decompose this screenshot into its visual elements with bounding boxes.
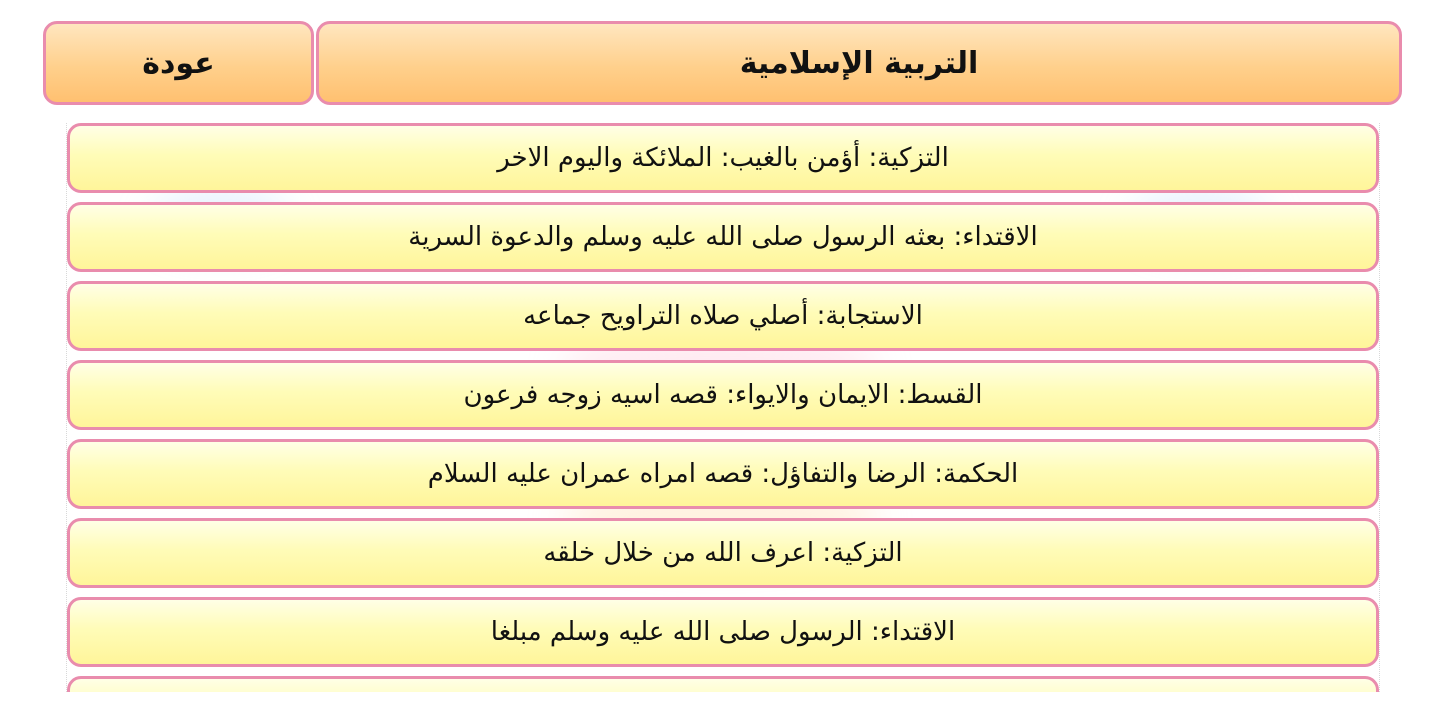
lesson-item[interactable] [67, 518, 1379, 588]
back-button[interactable] [43, 21, 314, 105]
lesson-item[interactable] [67, 676, 1379, 692]
lesson-list[interactable] [66, 123, 1380, 692]
lesson-item[interactable] [67, 597, 1379, 667]
lesson-item-label: الاقتداء: بعثه الرسول صلى الله عليه وسلم والدعوة السرية [408, 222, 1038, 252]
lesson-item-label: الحكمة: الرضا والتفاؤل: قصه امراه عمران عليه السلام [427, 459, 1019, 489]
page-title-bar [316, 21, 1402, 105]
lesson-item[interactable] [67, 360, 1379, 430]
lesson-item[interactable] [67, 281, 1379, 351]
back-button-label: عودة [142, 45, 215, 81]
lesson-item-label: التزكية: أؤمن بالغيب: الملائكة واليوم الاخر [497, 143, 949, 173]
lesson-item[interactable] [67, 439, 1379, 509]
lesson-item[interactable] [67, 202, 1379, 272]
lesson-item-label: الاقتداء: الرسول صلى الله عليه وسلم مبلغا [490, 617, 956, 647]
lesson-item[interactable] [67, 123, 1379, 193]
page-title: التربية الإسلامية [739, 45, 979, 81]
lesson-item-label: القسط: الايمان والايواء: قصه اسيه زوجه فرعون [463, 380, 983, 410]
lesson-item-label: الاستجابة: أصلي صلاه التراويح جماعه [523, 301, 923, 331]
lesson-item-label: التزكية: اعرف الله من خلال خلقه [543, 538, 903, 568]
